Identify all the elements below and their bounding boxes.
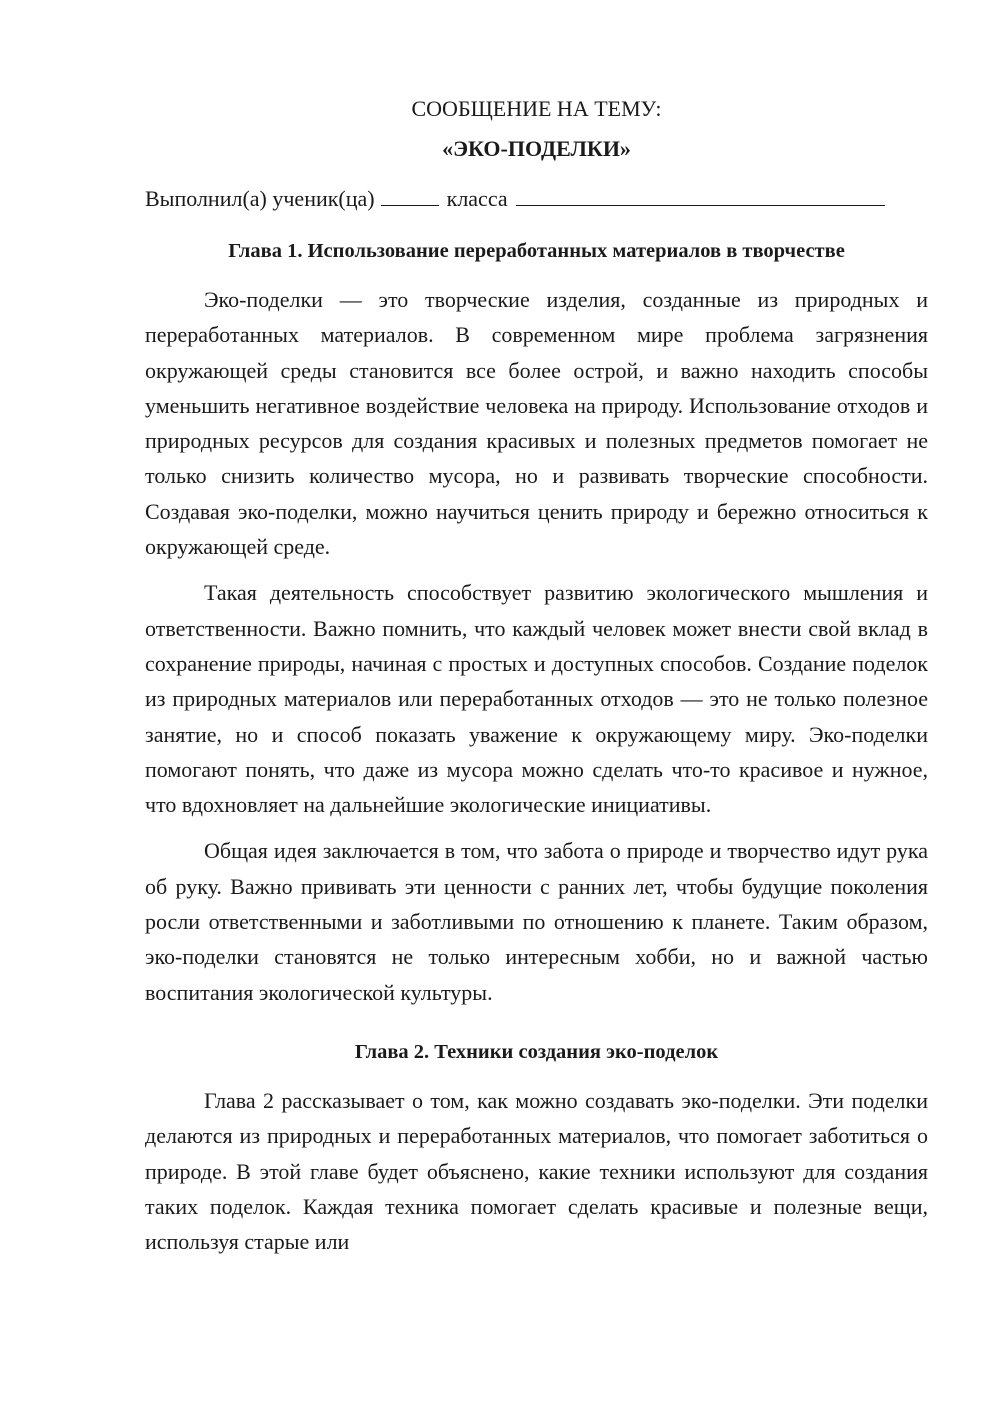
name-blank — [516, 183, 885, 206]
chapter-2-heading: Глава 2. Техники создания эко-поделок — [354, 1040, 719, 1063]
chapter-1-paragraph-2: Такая деятельность способствует развитию экологического мышления и ответственности. Важно помнить, что каждый человек может внести свой вклад в сохранение природы, начиная с простых и доступных способов. Создание поделок из природных материалов или переработанных отходов — это не только полезное занятие, но и способ показать уважение к окружающему миру. Эко-поделки помогают понять, что даже из мусора можно сделать что-то красивое и нужное, что вдохновляет на дальнейшие экологические инициативы. — [145, 580, 928, 818]
chapter-1-paragraph-1: Эко-поделки — это творческие изделия, созданные из природных и переработанных материалов. В современном мире проблема загрязнения окружающей среды становится все более острой, и важно находить способы уменьшить негативное воздействие человека на природу. Использование отходов и природных ресурсов для создания красивых и полезных предметов помогает не только снизить количество мусора, но и развивать творческие способности. Создавая эко-поделки, можно научиться ценить природу и бережно относиться к окружающей среде. — [145, 287, 928, 560]
author-line — [145, 182, 928, 216]
grade-blank — [381, 183, 439, 206]
document-title: СООБЩЕНИЕ НА ТЕМУ: — [411, 96, 662, 121]
class-label: класса — [446, 186, 508, 211]
author-prefix: Выполнил(а) ученик(ца) — [145, 186, 375, 211]
document-topic: «ЭКО-ПОДЕЛКИ» — [442, 136, 631, 161]
document-page — [145, 92, 928, 1259]
chapter-2-paragraph-1: Глава 2 рассказывает о том, как можно создавать эко-поделки. Эти поделки делаются из природных и переработанных материалов, что помогает заботиться о природе. В этой главе будет объяснено, какие техники используют для создания таких поделок. Каждая техника помогает сделать красивые и полезные вещи, используя старые или — [145, 1087, 928, 1255]
chapter-1-paragraph-3: Общая идея заключается в том, что забота о природе и творчество идут рука об руку. Важно прививать эти ценности с ранних лет, чтобы будущие поколения росли ответственными и заботливыми по отношению к планете. Таким образом, эко-поделки становятся не только интересным хобби, но и важной частью воспитания экологической культуры. — [145, 838, 928, 1005]
chapter-1-heading: Глава 1. Использование переработанных материалов в творчестве — [228, 240, 845, 262]
